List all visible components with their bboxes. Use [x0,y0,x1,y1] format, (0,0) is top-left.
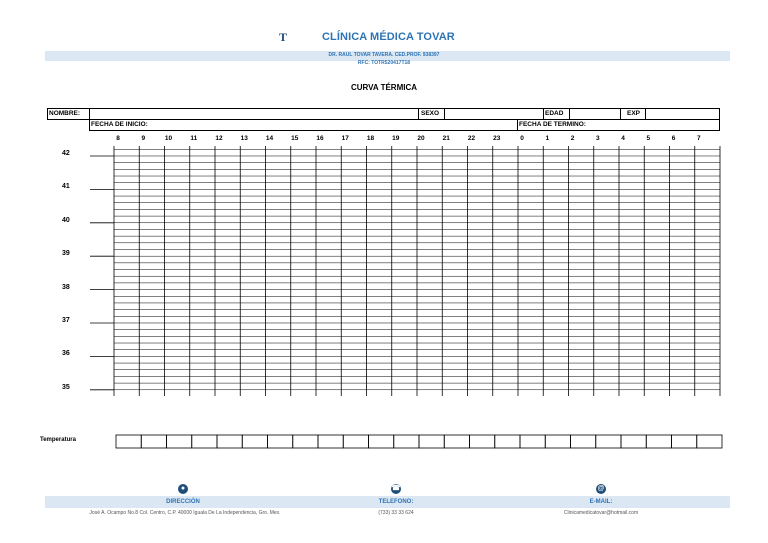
edad-label: EDAD [545,110,564,117]
temperature-label: 38 [62,283,70,291]
temperature-cell[interactable] [444,435,469,448]
hour-label: 9 [141,135,146,142]
temperature-cell[interactable] [646,435,671,448]
doctor-line: DR. RAUL TOVAR TAVERA. CED.PROF. 938397 [328,52,440,58]
rfc-line: RFC: TOTR520417T18 [357,60,411,66]
hour-label: 20 [417,135,425,142]
hour-label: 19 [392,135,400,142]
fecha-inicio-label: FECHA DE INICIO: [91,121,148,128]
temperature-cell[interactable] [141,435,166,448]
temperature-cell[interactable] [242,435,267,448]
hour-label: 4 [621,135,625,142]
hour-label: 12 [215,135,223,142]
temperature-cell[interactable] [470,435,495,448]
hour-label: 11 [190,135,198,142]
hour-label: 3 [595,135,600,142]
temperature-label: 37 [62,317,70,324]
hour-label: 21 [442,135,450,142]
hour-label: 0 [520,135,524,142]
hour-label: 10 [164,135,173,142]
temperature-label: 40 [62,216,70,224]
email-label: E-MAIL: [589,499,613,505]
temperature-cell[interactable] [116,435,141,448]
temperature-cell[interactable] [419,435,444,448]
temperature-cell[interactable] [318,435,343,448]
temperature-cell[interactable] [167,435,192,448]
exp-label: EXP [627,110,641,117]
hour-label: 16 [316,135,324,142]
temperature-row-label: Temperatura [40,437,76,443]
clinic-name: CLÍNICA MÉDICA TOVAR [322,31,455,43]
hour-label: 7 [696,135,701,142]
hour-label: 5 [646,135,651,142]
temperature-label: 39 [62,250,70,258]
hour-label: 6 [671,135,676,142]
fecha-termino-label: FECHA DE TERMINO: [519,121,586,128]
temperature-cell[interactable] [343,435,368,448]
temperature-cell[interactable] [192,435,217,448]
hour-label: 8 [116,135,120,142]
email-value: Clinicamedicatovar@hotmail.com [563,510,639,516]
temperature-cell[interactable] [369,435,394,448]
hour-label: 13 [240,135,248,142]
temperature-cell[interactable] [621,435,646,448]
phone-value: (733) 33 33 624 [378,510,414,516]
hour-label: 17 [341,135,349,142]
email-icon: @ [597,485,605,492]
temperature-cell[interactable] [545,435,570,448]
phone-label: TELEFONO: [378,499,414,505]
phone-icon: ☎ [391,485,401,492]
temperature-cell[interactable] [672,435,697,448]
address-value: José A. Ocampo No.8 Col. Centro, C.P. 40000 Iguala De La Independencia, Gro. Mex. [89,510,281,516]
sexo-label: SEXO [421,110,440,117]
hour-label: 1 [545,135,550,142]
hour-label: 2 [570,135,575,142]
hour-label: 18 [366,135,375,142]
temperature-cell[interactable] [571,435,596,448]
hour-label: 15 [291,135,299,142]
temperature-cell[interactable] [293,435,318,448]
temperature-cell[interactable] [268,435,293,448]
document-title: CURVA TÉRMICA [350,83,418,92]
temperature-label: 41 [62,183,70,191]
temperature-cell[interactable] [394,435,419,448]
location-pin-icon: ● [178,484,188,494]
nombre-label: NOMBRE: [49,110,81,117]
temperature-cell[interactable] [596,435,621,448]
temperature-cell[interactable] [697,435,722,448]
temperature-label: 35 [62,383,70,391]
hour-label: 23 [493,135,501,142]
temperature-cell[interactable] [217,435,242,448]
temperature-cell[interactable] [495,435,520,448]
hour-label: 22 [467,135,476,142]
temperature-label: 42 [62,150,70,157]
hour-label: 14 [265,135,274,142]
clinic-logo: T [279,30,288,44]
temperature-cell[interactable] [520,435,545,448]
temperature-label: 36 [62,350,70,358]
address-label: DIRECCIÓN [166,499,200,505]
